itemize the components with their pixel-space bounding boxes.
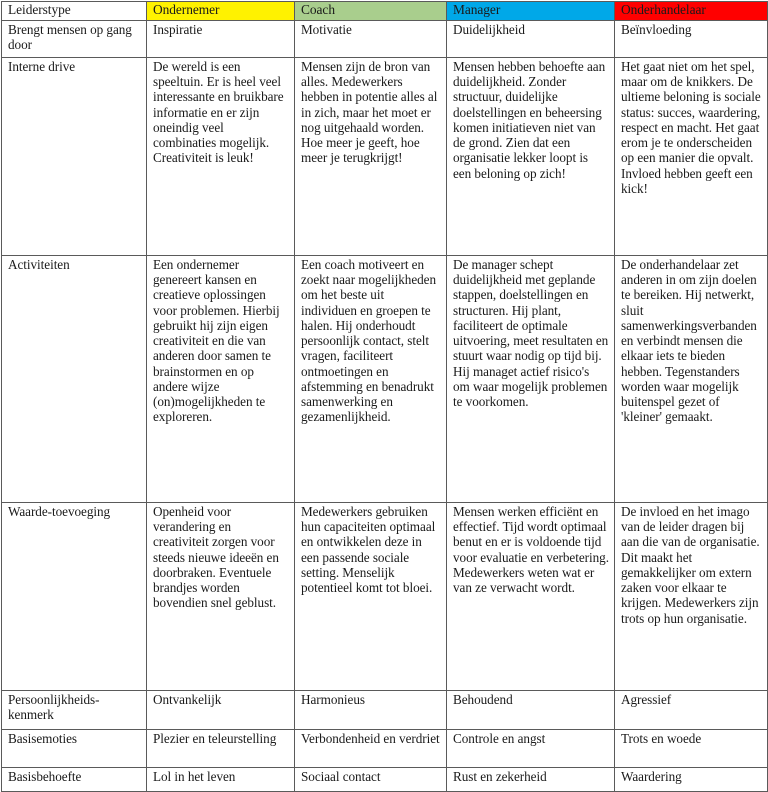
column-header-ondernemer [147,2,295,21]
row-label-cell [2,768,147,792]
cell-text: De invloed en het imago van de leider dragen bij aan die van de organisatie. Dit maakt het gemakkelijker om extern zaken voor elkaar te krijgen. Medewerkers zijn trots op hun organisatie. [621,504,760,626]
table-row [2,768,768,792]
cell-text: De manager schept duidelijkheid met geplande stappen, doelstellingen en structuren. Hij plant, faciliteert de optimale uitvoering, meet resultaten en stuurt waar nodig op tijd bij. Hij managet actief risico's om waar mogelijk problemen te voorkomen. [453,257,609,410]
cell-coach [295,256,447,503]
cell-ondernemer [147,256,295,503]
row-label-cell [2,503,147,691]
cell-onderhandelaar [615,503,768,691]
row-label-cell [2,691,147,730]
cell-coach [295,768,447,792]
column-header-label: Onderhandelaar [621,2,706,17]
table-row [2,730,768,768]
table-row [2,21,768,58]
cell-text: Motivatie [301,22,352,37]
cell-manager [447,58,615,256]
row-label: Activiteiten [8,257,70,272]
cell-text: Medewerkers gebruiken hun capaciteiten optimaal en ontwikkelen deze in een passende sociale setting. Menselijk potentieel komt tot bloei. [301,504,436,596]
table-header-row [2,2,768,21]
cell-text: Verbondenheid en verdriet [301,731,440,746]
row-label: Basisemoties [8,731,77,746]
cell-onderhandelaar [615,768,768,792]
table-row [2,58,768,256]
row-label: Basisbehoefte [8,769,82,784]
cell-manager [447,21,615,58]
column-header-label: Manager [453,2,501,17]
cell-text: Een coach motiveert en zoekt naar mogelijkheden om het beste uit individuen en groepen te halen. Hij onderhoudt persoonlijk contact, stelt vragen, faciliteert ontmoetingen en afstemming en benadrukt samenwerking en gezamenlijkheid. [301,257,437,425]
cell-text: Plezier en teleurstelling [153,731,277,746]
cell-text: Het gaat niet om het spel, maar om de knikkers. De ultieme beloning is sociale status: succes, waardering, respect en macht. Het gaat erom je te onderscheiden op een manier die opvalt. Invloed hebben geeft een kick! [621,59,761,196]
cell-ondernemer [147,730,295,768]
table-row [2,691,768,730]
cell-coach [295,730,447,768]
cell-text: Controle en angst [453,731,546,746]
cell-text: Duidelijkheid [453,22,525,37]
cell-ondernemer [147,503,295,691]
cell-onderhandelaar [615,58,768,256]
cell-onderhandelaar [615,691,768,730]
leadership-styles-table-sheet [0,1,768,784]
cell-text: Mensen zijn de bron van alles. Medewerkers hebben in potentie alles al in zich, maar het moet er nog uitgehaald worden. Hoe meer je geeft, hoe meer je terugkrijgt! [301,59,438,166]
table-row [2,503,768,691]
cell-ondernemer [147,691,295,730]
row-label-cell [2,256,147,503]
row-label-cell [2,58,147,256]
cell-onderhandelaar [615,730,768,768]
cell-text: Rust en zekerheid [453,769,547,784]
row-label-cell [2,21,147,58]
cell-text: Openheid voor verandering en creativiteit zorgen voor steeds nieuwe ideeën en doorbraken. Eventuele brandjes worden bovendien snel geblust. [153,504,279,611]
cell-text: De onderhandelaar zet anderen in om zijn doelen te bereiken. Hij netwerkt, sluit samenwerkingsverbanden en verbindt mensen die elkaar iets te bieden hebben. Tegenstanders worden waar mogelijk buitenspel gezet of 'kleiner' gemaakt. [621,257,757,425]
row-label: Waarde-toevoeging [8,504,111,519]
row-label: Brengt mensen op gang door [8,22,132,53]
cell-manager [447,730,615,768]
cell-text: Mensen hebben behoefte aan duidelijkheid. Zonder structuur, duidelijke doelstellingen en beheersing komen initiatieven niet van de grond. Zien dat een organisatie lekker loopt is een beloning op zich! [453,59,606,181]
column-header-onderhandelaar [615,2,768,21]
column-header-leiderstype [2,2,147,21]
column-header-manager [447,2,615,21]
cell-text: Beïnvloeding [621,22,692,37]
leadership-styles-table [1,1,768,792]
cell-ondernemer [147,58,295,256]
cell-coach [295,503,447,691]
cell-text: Sociaal contact [301,769,381,784]
row-label: Interne drive [8,59,76,74]
cell-text: De wereld is een speeltuin. Er is heel veel interessante en bruikbare informatie en er zijn oneindig veel combinaties mogelijk. Creativiteit is leuk! [153,59,284,166]
cell-manager [447,768,615,792]
cell-onderhandelaar [615,21,768,58]
cell-onderhandelaar [615,256,768,503]
cell-ondernemer [147,21,295,58]
cell-manager [447,256,615,503]
cell-ondernemer [147,768,295,792]
cell-text: Trots en woede [621,731,702,746]
cell-manager [447,691,615,730]
cell-text: Harmonieus [301,692,365,707]
column-header-label: Coach [301,2,335,17]
cell-coach [295,691,447,730]
table-row [2,256,768,503]
column-header-label: Ondernemer [153,2,220,17]
column-header-coach [295,2,447,21]
column-header-label: Leiderstype [8,2,71,17]
cell-text: Mensen werken efficiënt en effectief. Tijd wordt optimaal benut en er is voldoende tijd voor evaluatie en verbetering. Medewerkers weten wat er van ze verwacht wordt. [453,504,609,596]
cell-text: Behoudend [453,692,513,707]
cell-text: Waardering [621,769,682,784]
cell-coach [295,21,447,58]
row-label: Persoonlijkheids-kenmerk [8,692,100,723]
cell-manager [447,503,615,691]
cell-text: Agressief [621,692,672,707]
cell-text: Ontvankelijk [153,692,222,707]
cell-text: Een ondernemer genereert kansen en creatieve oplossingen voor problemen. Hierbij gebruikt hij zijn eigen creativiteit en die van anderen door samen te brainstormen en op andere wijze (on)mogelijkheden te exploreren. [153,257,280,425]
cell-coach [295,58,447,256]
cell-text: Lol in het leven [153,769,236,784]
row-label-cell [2,730,147,768]
cell-text: Inspiratie [153,22,203,37]
